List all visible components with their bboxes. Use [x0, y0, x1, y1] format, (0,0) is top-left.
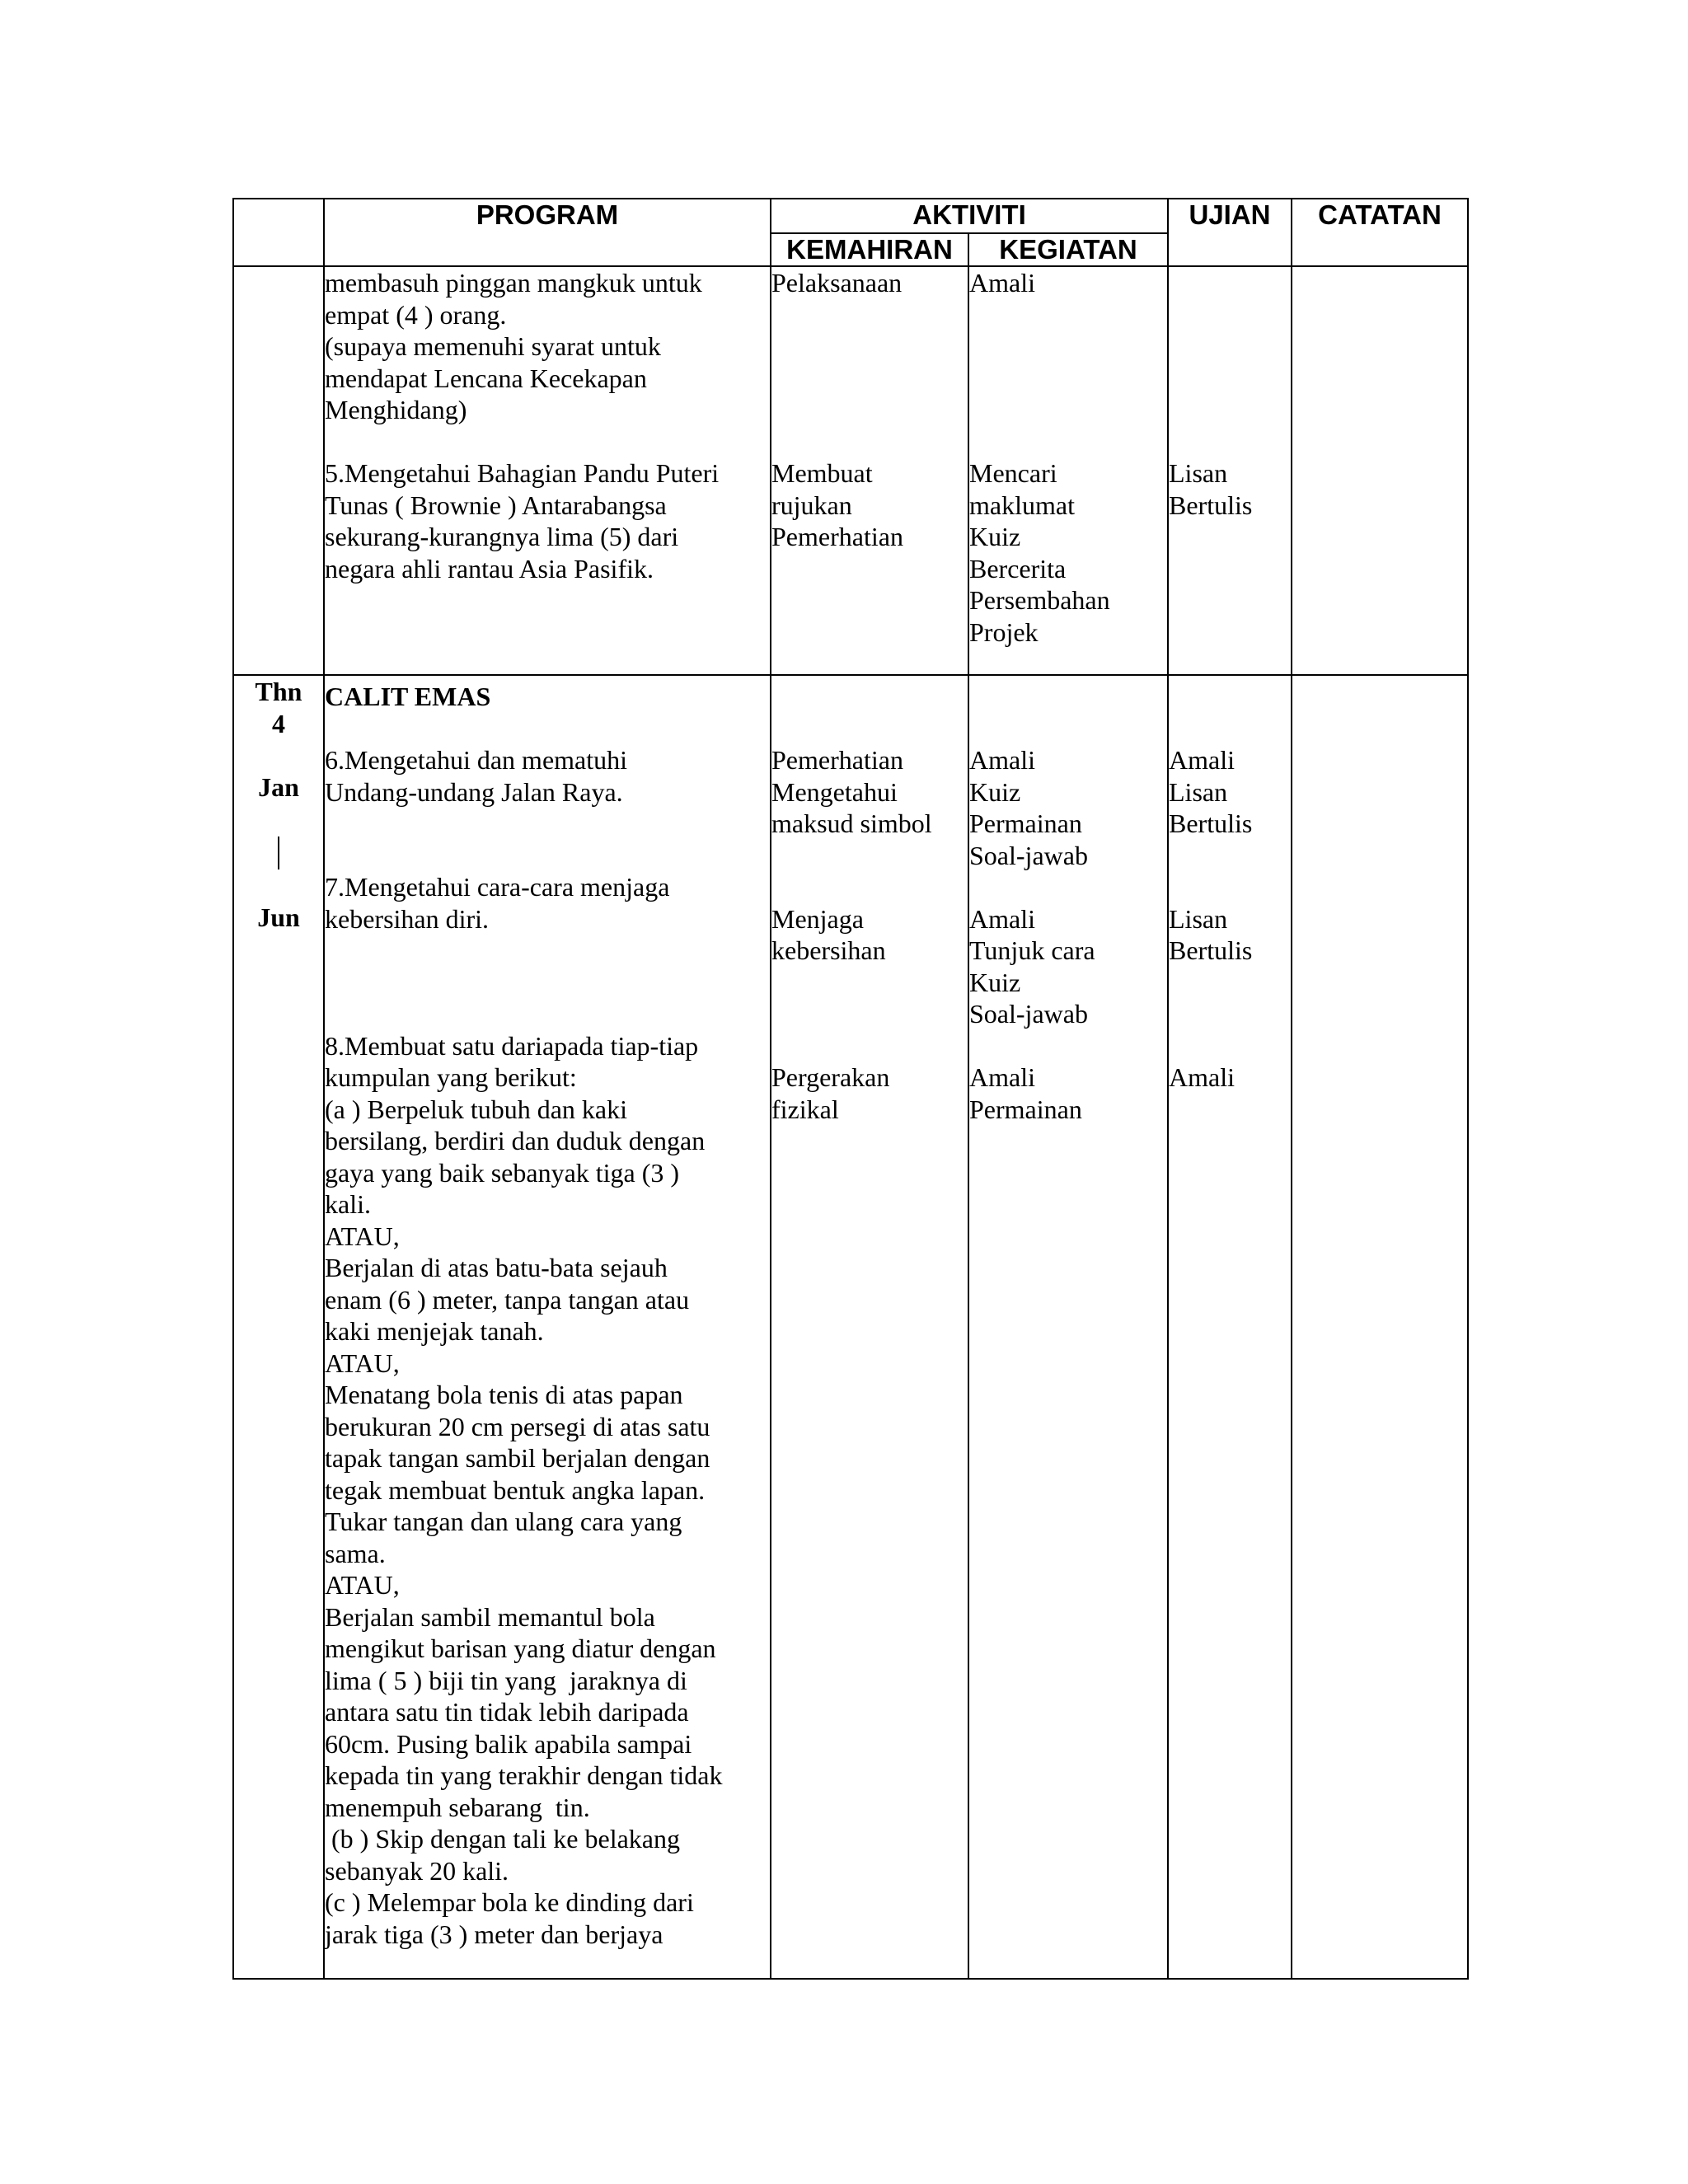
text-line: Permainan	[969, 1094, 1082, 1124]
program-title: CALIT EMAS	[325, 682, 491, 711]
kemahiran-lines	[771, 267, 968, 553]
text-line: Amali	[969, 745, 1035, 775]
text-line	[1169, 267, 1291, 299]
text-line: mendapat Lencana Kecekapan	[325, 363, 647, 393]
text-line: kumpulan yang berikut:	[325, 1062, 577, 1092]
text-line: kepada tin yang terakhir dengan tidak	[325, 1760, 723, 1790]
text-line	[1169, 840, 1291, 872]
text-line: Bertulis	[1169, 808, 1253, 838]
text-line: lima ( 5 ) biji tin yang jaraknya di	[325, 1665, 687, 1695]
text-line	[1169, 681, 1291, 713]
text-line: kebersihan diri.	[325, 903, 490, 934]
text-line: 7.Mengetahui cara-cara menjaga	[325, 872, 670, 902]
thn-number: 4	[272, 708, 285, 738]
text-line: Soal-jawab	[969, 840, 1088, 870]
text-line: Kuiz	[969, 776, 1021, 807]
text-line: Bertulis	[1169, 490, 1253, 520]
text-line: Amali	[1169, 745, 1235, 775]
header-blank-cell	[233, 199, 324, 266]
text-line: Amali	[1169, 1062, 1235, 1092]
text-line: membasuh pinggan mangkuk untuk	[325, 268, 702, 298]
text-line: rujukan	[771, 490, 852, 520]
text-line: jarak tiga (3 ) meter dan berjaya	[325, 1919, 663, 1949]
table-row	[233, 675, 1468, 1979]
text-line: fizikal	[771, 1094, 839, 1124]
ujian-cell	[1168, 266, 1292, 675]
text-line: Bercerita	[969, 553, 1067, 583]
text-line	[325, 713, 770, 745]
text-line: tegak membuat bentuk angka lapan.	[325, 1474, 706, 1505]
catatan-cell	[1292, 266, 1468, 675]
text-line	[969, 330, 1167, 363]
text-line	[969, 426, 1167, 458]
text-line: Mencari	[969, 458, 1057, 488]
text-line: kali.	[325, 1189, 371, 1219]
text-line: kebersihan	[771, 935, 886, 965]
ujian-cell	[1168, 675, 1292, 1979]
text-line: mengikut barisan yang diatur dengan	[325, 1633, 716, 1663]
text-line: Tunas ( Brownie ) Antarabangsa	[325, 490, 667, 520]
text-line	[771, 363, 968, 395]
text-line	[771, 713, 968, 745]
text-line	[325, 808, 770, 840]
thn-cell	[233, 266, 324, 675]
text-line: Kuiz	[969, 522, 1021, 551]
document-page	[232, 198, 1467, 1980]
text-line: Kuiz	[969, 967, 1021, 997]
header-program: PROGRAM	[324, 199, 771, 266]
text-line	[1169, 363, 1291, 395]
text-line	[1169, 871, 1291, 903]
text-line: berukuran 20 cm persegi di atas satu	[325, 1411, 710, 1441]
text-line: sebanyak 20 kali.	[325, 1855, 509, 1886]
text-line: ATAU,	[325, 1347, 400, 1378]
text-line: ATAU,	[325, 1221, 400, 1251]
kegiatan-lines	[969, 681, 1167, 1125]
text-line: Mengetahui	[771, 776, 898, 807]
text-line	[771, 394, 968, 426]
text-line: 60cm. Pusing balik apabila sampai	[325, 1728, 692, 1759]
text-line: Undang-undang Jalan Raya.	[325, 776, 623, 807]
text-line	[771, 681, 968, 713]
text-line	[1169, 967, 1291, 999]
ujian-lines	[1169, 681, 1291, 1094]
range-bar	[234, 835, 323, 870]
text-line: Permainan	[969, 808, 1082, 838]
header-ujian: UJIAN	[1168, 199, 1292, 266]
kegiatan-lines	[969, 267, 1167, 648]
thn-cell	[233, 675, 324, 1979]
text-line	[1169, 394, 1291, 426]
text-line: Soal-jawab	[969, 999, 1088, 1029]
text-line	[771, 426, 968, 458]
text-line: Persembahan	[969, 585, 1110, 615]
kegiatan-cell	[968, 266, 1168, 675]
text-line: antara satu tin tidak lebih daripada	[325, 1697, 689, 1727]
text-line	[969, 299, 1167, 331]
header-kegiatan: KEGIATAN	[968, 233, 1168, 266]
text-line: Membuat	[771, 458, 873, 488]
text-line: menempuh sebarang tin.	[325, 1792, 590, 1822]
text-line: Pergerakan	[771, 1062, 890, 1092]
header-catatan: CATATAN	[1292, 199, 1468, 266]
text-line	[771, 330, 968, 363]
text-line: Pemerhatian	[771, 745, 903, 775]
text-line	[325, 967, 770, 999]
text-line	[325, 426, 770, 458]
text-line: sama.	[325, 1538, 386, 1568]
text-line: Lisan	[1169, 903, 1228, 934]
text-line: empat (4 ) orang.	[325, 299, 507, 330]
text-line: Menghidang)	[325, 395, 467, 424]
text-line: (a ) Berpeluk tubuh dan kaki	[325, 1094, 627, 1124]
text-line: Amali	[969, 903, 1035, 934]
text-line	[771, 840, 968, 872]
text-line	[1169, 299, 1291, 331]
header-aktiviti: AKTIVITI	[771, 199, 1168, 233]
text-line	[969, 681, 1167, 713]
text-line	[969, 1030, 1167, 1062]
program-lines	[325, 713, 770, 1951]
thn-label: Thn	[255, 677, 302, 706]
text-line	[771, 1030, 968, 1062]
text-line	[969, 363, 1167, 395]
text-line	[1169, 998, 1291, 1030]
text-line	[325, 998, 770, 1030]
kemahiran-cell	[771, 266, 968, 675]
text-line	[325, 935, 770, 967]
kegiatan-cell	[968, 675, 1168, 1979]
kemahiran-cell	[771, 675, 968, 1979]
text-line	[771, 967, 968, 999]
text-line	[771, 998, 968, 1030]
text-line: 6.Mengetahui dan mematuhi	[325, 745, 628, 775]
text-line: Lisan	[1169, 458, 1228, 488]
program-table	[232, 198, 1469, 1980]
text-line: Tunjuk cara	[969, 935, 1095, 965]
text-line: Menjaga	[771, 903, 864, 934]
text-line: Tukar tangan dan ulang cara yang	[325, 1507, 682, 1536]
month-to: Jun	[257, 902, 300, 932]
text-line	[1169, 1030, 1291, 1062]
text-line: Berjalan sambil memantul bola	[325, 1601, 655, 1632]
text-line: (c ) Melempar bola ke dinding dari	[325, 1887, 694, 1917]
text-line: Amali	[969, 1062, 1035, 1092]
text-line: ATAU,	[325, 1570, 400, 1600]
text-line: gaya yang baik sebanyak tiga (3 )	[325, 1157, 680, 1188]
table-row	[233, 266, 1468, 675]
text-line: Pemerhatian	[771, 522, 903, 551]
header-kemahiran: KEMAHIRAN	[771, 233, 968, 266]
text-line: Menatang bola tenis di atas papan	[325, 1380, 683, 1409]
program-cell	[324, 266, 771, 675]
text-line: Lisan	[1169, 776, 1228, 807]
catatan-cell	[1292, 675, 1468, 1979]
program-lines	[325, 267, 770, 584]
program-cell	[324, 675, 771, 1979]
text-line	[771, 299, 968, 331]
text-line: tapak tangan sambil berjalan dengan	[325, 1443, 710, 1473]
text-line	[969, 713, 1167, 745]
text-line: Projek	[969, 616, 1039, 647]
text-line	[969, 394, 1167, 426]
text-line: enam (6 ) meter, tanpa tangan atau	[325, 1284, 690, 1315]
text-line	[1169, 426, 1291, 458]
text-line: maklumat	[969, 490, 1075, 520]
text-line: 8.Membuat satu dariapada tiap-tiap	[325, 1030, 699, 1061]
text-line	[969, 871, 1167, 903]
month-from: Jan	[258, 771, 299, 802]
text-line: Amali	[969, 268, 1035, 298]
text-line: maksud simbol	[771, 808, 932, 838]
text-line: negara ahli rantau Asia Pasifik.	[325, 553, 654, 583]
text-line: 5.Mengetahui Bahagian Pandu Puteri	[325, 458, 720, 488]
text-line: (supaya memenuhi syarat untuk	[325, 331, 661, 361]
text-line: bersilang, berdiri dan duduk dengan	[325, 1126, 706, 1155]
text-line	[1169, 330, 1291, 363]
kemahiran-lines	[771, 681, 968, 1125]
text-line: Berjalan di atas batu-bata sejauh	[325, 1253, 668, 1282]
text-line: Pelaksanaan	[771, 268, 903, 298]
ujian-lines	[1169, 267, 1291, 521]
text-line: kaki menjejak tanah.	[325, 1316, 544, 1346]
text-line	[771, 871, 968, 903]
text-line	[1169, 713, 1291, 745]
text-line: (b ) Skip dengan tali ke belakang	[325, 1824, 680, 1854]
text-line: Bertulis	[1169, 935, 1253, 965]
text-line	[325, 840, 770, 872]
text-line: sekurang-kurangnya lima (5) dari	[325, 522, 679, 551]
